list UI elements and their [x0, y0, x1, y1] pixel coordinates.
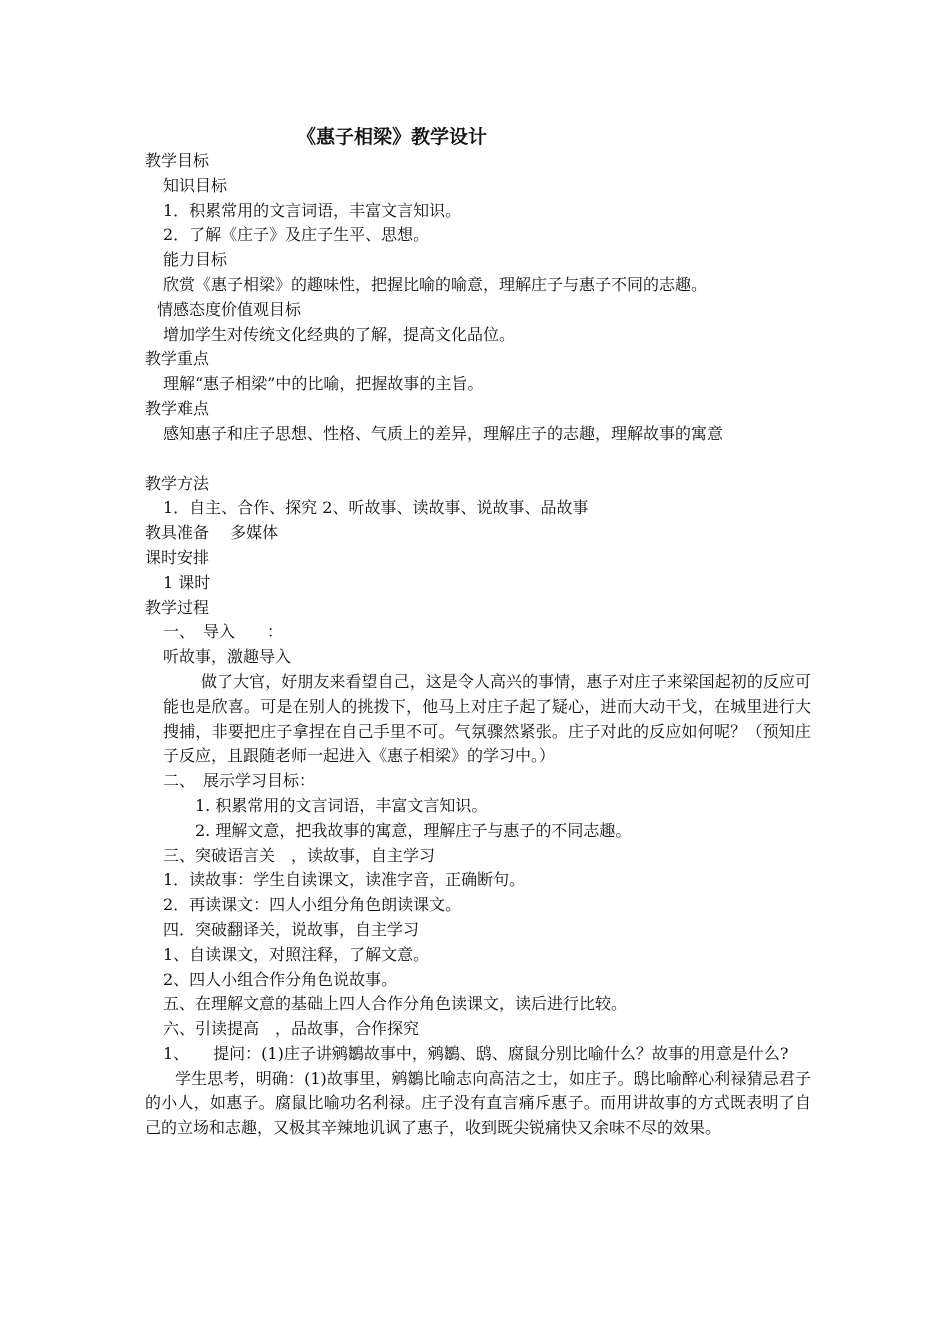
ability-heading: 能力目标: [163, 250, 228, 270]
step-2-item-1: 1. 积累常用的文言词语，丰富文言知识。: [195, 795, 488, 815]
method-heading: 教学方法: [145, 473, 210, 493]
schedule-text: 1 课时: [163, 572, 211, 592]
method-text: 1．自主、合作、探究 2、听故事、读故事、说故事、品故事: [163, 498, 589, 518]
step-3-item-1: 1．读故事：学生自读课文，读准字音，正确断句。: [163, 870, 526, 890]
knowledge-item-1: 1．积累常用的文言词语，丰富文言知识。: [163, 200, 462, 220]
step-5-heading: 五、在理解文意的基础上四人合作分角色读课文，读后进行比较。: [163, 994, 628, 1014]
difficult-text: 感知惠子和庄子思想、性格、气质上的差异，理解庄子的志趣，理解故事的寓意: [163, 423, 724, 443]
knowledge-heading: 知识目标: [163, 175, 228, 195]
process-heading: 教学过程: [145, 597, 210, 617]
step-4-heading: 四．突破翻译关，说故事，自主学习: [163, 919, 420, 939]
document-title: 《惠子相梁》教学设计: [297, 126, 488, 148]
step-3-heading: 三、突破语言关 ，读故事，自主学习: [163, 845, 436, 865]
step-1-heading: 一、 导入 ：: [163, 622, 284, 642]
step-2-heading: 二、 展示学习目标：: [163, 771, 316, 791]
tools-text: 教具准备 多媒体: [145, 523, 279, 543]
step-6-question-text: 1、 提问：(1)庄子讲鹓鶵故事中，鹓鶵、鸱、腐鼠分别比喻什么？故事的用意是什么?: [163, 1043, 789, 1063]
step-6-answer-text: 学生思考，明确：(1)故事里，鹓鶵比喻志向高洁之士，如庄子。鸱比喻醉心利禄猜忌君子的小人，如惠子。腐鼠比喻功名利禄。庄子没有直言痛斥惠子。而用讲故事的方式既表明了自己的立场和志趣，又极其辛辣地讥讽了惠子，收到既尖锐痛快又余味不尽的效果。: [145, 1068, 811, 1138]
step-4-item-1: 1、自读课文，对照注释，了解文意。: [163, 944, 430, 964]
step-6-heading: 六、引读提高 ，品故事，合作探究: [163, 1019, 420, 1039]
document-body: [145, 149, 811, 1141]
schedule-heading: 课时安排: [145, 547, 210, 567]
step-4-item-2: 2、四人小组合作分角色说故事。: [163, 969, 398, 989]
blank-line: [145, 447, 811, 472]
step-1-paragraph: [145, 670, 811, 769]
knowledge-item-2: 2．了解《庄子》及庄子生平、思想。: [163, 225, 430, 245]
step-1-subheading: 听故事，激趣导入: [163, 647, 292, 667]
step-3-item-2: 2．再读课文：四人小组分角色朗读课文。: [163, 895, 462, 915]
emotion-heading: 情感态度价值观目标: [157, 299, 302, 319]
objectives-heading: 教学目标: [145, 151, 210, 170]
step-6-answer: [145, 1067, 811, 1141]
ability-text: 欣赏《惠子相梁》的趣味性，把握比喻的喻意，理解庄子与惠子不同的志趣。: [163, 274, 708, 294]
step-6-question: [145, 1042, 811, 1067]
step-2-item-2: 2. 理解文意，把我故事的寓意，理解庄子与惠子的不同志趣。: [195, 820, 632, 840]
difficult-heading: 教学难点: [145, 398, 210, 418]
key-heading: 教学重点: [145, 349, 210, 369]
step-1-paragraph-text: 做了大官，好朋友来看望自己，这是令人高兴的事情，惠子对庄子来梁国起初的反应可能也是欣喜。可是在别人的挑拨下，他马上对庄子起了疑心，进而大动干戈，在城里进行大搜捕，非要把庄子拿捏在自己手里不可。气氛骤然紧张。庄子对此的反应如何呢？（预知庄子反应，且跟随老师一起进入《惠子相梁》的学习中。）: [163, 671, 811, 766]
key-text: 理解“惠子相梁”中的比喻，把握故事的主旨。: [163, 374, 484, 394]
emotion-text: 增加学生对传统文化经典的了解，提高文化品位。: [163, 324, 516, 344]
